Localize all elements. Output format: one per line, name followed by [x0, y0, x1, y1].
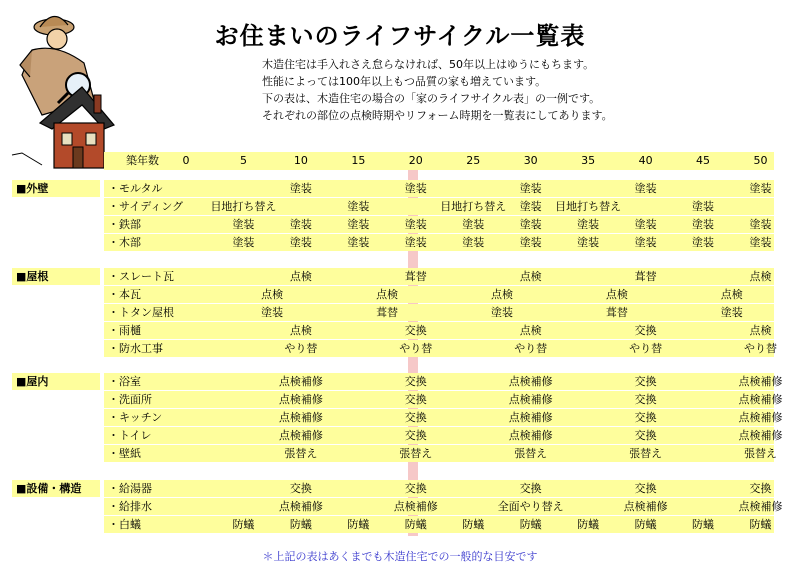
maintenance-cell: 塗装 — [347, 236, 370, 249]
table-row — [104, 322, 774, 339]
row-item-label: ・本瓦 — [108, 288, 141, 301]
year-tick-label: 10 — [293, 154, 308, 167]
maintenance-cell: 交換 — [404, 411, 427, 424]
maintenance-cell: 塗装 — [289, 236, 312, 249]
maintenance-cell: 塗装 — [462, 218, 485, 231]
maintenance-cell: 塗装 — [519, 236, 542, 249]
maintenance-cell: 葺替 — [634, 270, 657, 283]
row-item-label: ・雨樋 — [108, 324, 141, 337]
maintenance-cell: 塗装 — [634, 236, 657, 249]
maintenance-cell: 点検補修 — [508, 375, 553, 388]
maintenance-cell: 葺替 — [404, 270, 427, 283]
maintenance-cell: 交換 — [634, 393, 657, 406]
row-item-label: ・トタン屋根 — [108, 306, 174, 319]
category-label: ■屋根 — [12, 268, 100, 285]
row-item-label: ・白蟻 — [108, 518, 141, 531]
maintenance-cell: 塗装 — [519, 182, 542, 195]
maintenance-cell: 交換 — [404, 429, 427, 442]
maintenance-cell: 防蟻 — [289, 518, 312, 531]
row-item-label: ・給湯器 — [108, 482, 152, 495]
maintenance-cell: 防蟻 — [347, 518, 370, 531]
maintenance-cell: 点検補修 — [508, 393, 553, 406]
maintenance-cell: やり替 — [514, 342, 548, 355]
maintenance-cell: 防蟻 — [577, 518, 600, 531]
maintenance-cell: 交換 — [749, 482, 772, 495]
year-tick-label: 15 — [351, 154, 366, 167]
maintenance-cell: 点検補修 — [278, 500, 323, 513]
maintenance-cell: 交換 — [634, 482, 657, 495]
intro-line: 木造住宅は手入れさえ怠らなければ、50年以上はゆうにもちます。 — [262, 58, 595, 71]
maintenance-cell: 塗装 — [692, 236, 715, 249]
maintenance-cell: 交換 — [404, 375, 427, 388]
maintenance-cell: 点検 — [749, 324, 772, 337]
maintenance-cell: 防蟻 — [634, 518, 657, 531]
year-tick-label: 25 — [466, 154, 481, 167]
row-item-label: ・鉄部 — [108, 218, 141, 231]
maintenance-cell: 目地打ち替え — [210, 200, 277, 213]
maintenance-cell: 塗装 — [720, 306, 743, 319]
maintenance-cell: 点検補修 — [278, 393, 323, 406]
maintenance-cell: 塗装 — [634, 218, 657, 231]
row-item-label: ・キッチン — [108, 411, 163, 424]
maintenance-cell: やり替 — [284, 342, 318, 355]
maintenance-cell: 交換 — [634, 324, 657, 337]
year-tick-label: 40 — [638, 154, 653, 167]
maintenance-cell: 全面やり替え — [497, 500, 564, 513]
maintenance-cell: 塗装 — [692, 200, 715, 213]
year-tick-label: 45 — [696, 154, 711, 167]
category-label: ■設備・構造 — [12, 480, 100, 497]
maintenance-cell: 塗装 — [347, 218, 370, 231]
maintenance-cell: 点検補修 — [623, 500, 668, 513]
maintenance-cell: 防蟻 — [749, 518, 772, 531]
table-row — [104, 480, 774, 497]
row-item-label: ・壁紙 — [108, 447, 141, 460]
maintenance-cell: 点検補修 — [738, 429, 783, 442]
year-tick-label: 35 — [581, 154, 596, 167]
table-row — [104, 445, 777, 462]
maintenance-cell: 点検 — [376, 288, 399, 301]
row-item-label: ・洗面所 — [108, 393, 152, 406]
year-tick-label: 20 — [408, 154, 423, 167]
maintenance-cell: 塗装 — [289, 182, 312, 195]
table-row — [104, 498, 783, 515]
maintenance-cell: 張替え — [284, 447, 318, 460]
maintenance-cell: 交換 — [404, 482, 427, 495]
year-header-row — [104, 152, 774, 170]
maintenance-cell: 塗装 — [404, 236, 427, 249]
maintenance-cell: 防蟻 — [232, 518, 255, 531]
maintenance-cell: 張替え — [629, 447, 663, 460]
table-row — [104, 304, 774, 321]
maintenance-cell: 交換 — [634, 429, 657, 442]
maintenance-cell: 交換 — [634, 411, 657, 424]
maintenance-cell: 塗装 — [490, 306, 513, 319]
maintenance-cell: 塗装 — [749, 218, 772, 231]
maintenance-cell: 防蟻 — [519, 518, 542, 531]
maintenance-cell: やり替 — [629, 342, 663, 355]
maintenance-cell: 交換 — [519, 482, 542, 495]
maintenance-cell: 塗装 — [749, 182, 772, 195]
maintenance-cell: 張替え — [399, 447, 433, 460]
table-row — [104, 216, 774, 233]
table-row — [104, 391, 783, 408]
table-row — [104, 198, 774, 215]
maintenance-cell: 塗装 — [692, 218, 715, 231]
maintenance-cell: 目地打ち替え — [440, 200, 507, 213]
maintenance-cell: 塗装 — [519, 200, 542, 213]
row-item-label: ・給排水 — [108, 500, 152, 513]
maintenance-cell: 塗装 — [519, 218, 542, 231]
year-tick-label: 50 — [753, 154, 768, 167]
table-row — [104, 409, 783, 426]
maintenance-cell: 塗装 — [232, 218, 255, 231]
year-header-label: 築年数 — [126, 154, 159, 167]
maintenance-cell: 点検補修 — [278, 411, 323, 424]
maintenance-cell: 点検 — [605, 288, 628, 301]
maintenance-cell: 点検補修 — [278, 429, 323, 442]
maintenance-cell: 点検補修 — [738, 411, 783, 424]
maintenance-cell: 交換 — [289, 482, 312, 495]
row-item-label: ・木部 — [108, 236, 141, 249]
intro-text — [262, 56, 613, 124]
maintenance-cell: 目地打ち替え — [555, 200, 622, 213]
maintenance-cell: 塗装 — [261, 306, 284, 319]
intro-line: それぞれの部位の点検時期やリフォーム時期を一覧表にしてあります。 — [262, 109, 613, 122]
maintenance-cell: 点検補修 — [508, 429, 553, 442]
maintenance-cell: 点検補修 — [738, 500, 783, 513]
table-row — [104, 427, 783, 444]
maintenance-cell: 点検 — [289, 270, 312, 283]
page-title: お住まいのライフサイクル一覧表 — [214, 22, 586, 50]
maintenance-cell: 点検補修 — [738, 393, 783, 406]
maintenance-cell: 交換 — [404, 393, 427, 406]
maintenance-cell: 点検 — [749, 270, 772, 283]
maintenance-cell: 塗装 — [289, 218, 312, 231]
intro-line: 性能によっては100年以上もつ品質の家も増えています。 — [262, 75, 547, 88]
table-row — [104, 516, 774, 533]
table-row — [104, 234, 774, 251]
maintenance-cell: 張替え — [744, 447, 777, 460]
table-row — [104, 340, 777, 357]
maintenance-cell: やり替 — [399, 342, 433, 355]
maintenance-cell: 点検 — [720, 288, 743, 301]
maintenance-cell: 点検 — [261, 288, 284, 301]
maintenance-cell: 点検 — [519, 270, 542, 283]
maintenance-cell: 点検補修 — [278, 375, 323, 388]
maintenance-cell: 塗装 — [404, 218, 427, 231]
table-row — [104, 268, 774, 285]
maintenance-cell: 塗装 — [749, 236, 772, 249]
maintenance-cell: 交換 — [404, 324, 427, 337]
table-row — [104, 180, 774, 197]
maintenance-cell: 塗装 — [404, 182, 427, 195]
footnote: ＊上記の表はあくまでも木造住宅での一般的な目安です — [262, 550, 538, 563]
table-row — [104, 286, 774, 303]
maintenance-cell: 防蟻 — [404, 518, 427, 531]
detective-house-illustration — [2, 5, 120, 175]
maintenance-cell: 交換 — [634, 375, 657, 388]
maintenance-cell: 点検 — [519, 324, 542, 337]
maintenance-cell: やり替 — [744, 342, 777, 355]
maintenance-cell: 点検補修 — [738, 375, 783, 388]
row-item-label: ・防水工事 — [108, 342, 163, 355]
maintenance-cell: 点検補修 — [508, 411, 553, 424]
maintenance-cell: 葺替 — [605, 306, 628, 319]
intro-line: 下の表は、木造住宅の場合の「家のライフサイクル表」の一例です。 — [262, 92, 601, 105]
maintenance-cell: 塗装 — [577, 236, 600, 249]
maintenance-cell: 塗装 — [462, 236, 485, 249]
category-label: ■外壁 — [12, 180, 100, 197]
maintenance-cell: 塗装 — [634, 182, 657, 195]
row-item-label: ・スレート瓦 — [108, 270, 174, 283]
maintenance-cell: 塗装 — [232, 236, 255, 249]
category-label: ■屋内 — [12, 373, 100, 390]
row-item-label: ・浴室 — [108, 375, 141, 388]
maintenance-cell: 点検 — [490, 288, 513, 301]
table-row — [104, 373, 783, 390]
maintenance-cell: 塗装 — [347, 200, 370, 213]
maintenance-cell: 点検補修 — [393, 500, 438, 513]
maintenance-cell: 防蟻 — [692, 518, 715, 531]
year-tick-label: 30 — [523, 154, 538, 167]
maintenance-cell: 防蟻 — [462, 518, 485, 531]
maintenance-cell: 張替え — [514, 447, 548, 460]
year-tick-label: 5 — [239, 154, 247, 167]
maintenance-cell: 葺替 — [376, 306, 399, 319]
row-item-label: ・トイレ — [108, 429, 152, 442]
row-item-label: ・モルタル — [108, 182, 163, 195]
row-item-label: ・サイディング — [108, 200, 184, 213]
maintenance-cell: 塗装 — [577, 218, 600, 231]
year-tick-label: 0 — [182, 154, 190, 167]
maintenance-cell: 点検 — [289, 324, 312, 337]
